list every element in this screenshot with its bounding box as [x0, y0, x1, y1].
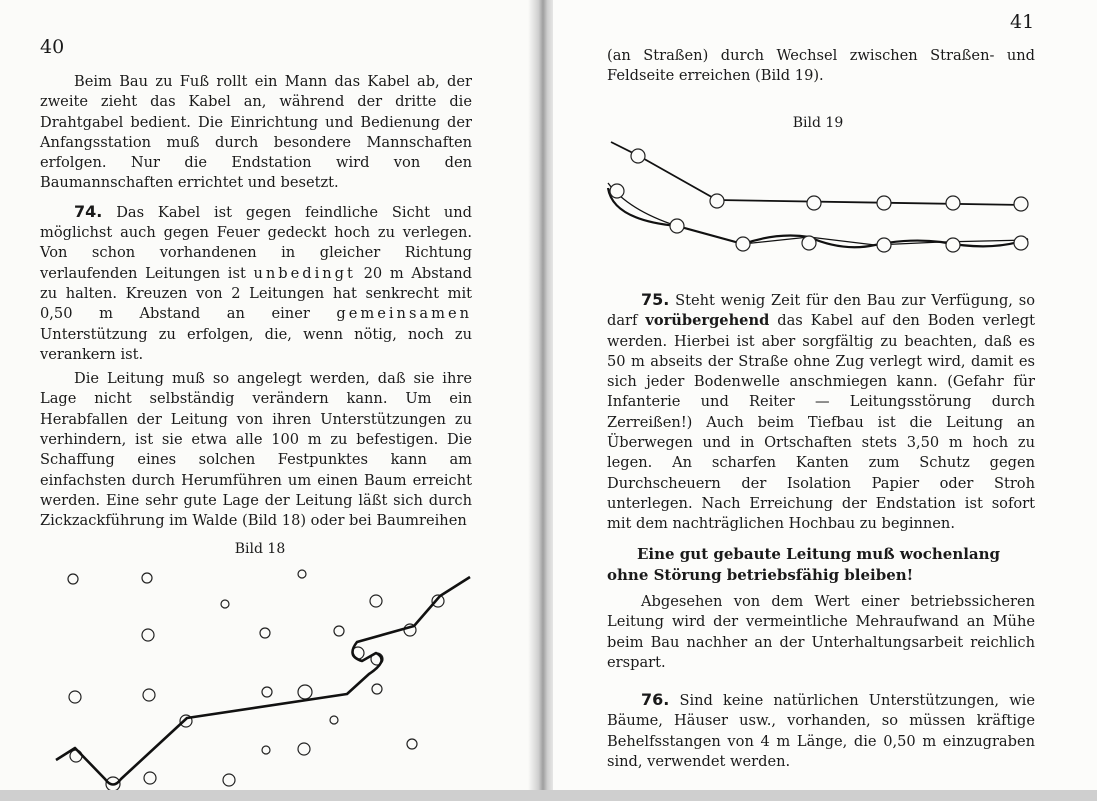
figure-bild-18 [0, 0, 540, 801]
right-page [553, 0, 1097, 801]
paragraph-number: 74. [74, 201, 103, 221]
ground-line [608, 183, 1028, 245]
emphasis-gemeinsamen: gemeinsamen [336, 305, 473, 323]
tree-markers [68, 570, 444, 791]
paragraph-74-text-b: 20 m Abstand zu halten. Kreuzen von 2 Leitungen hat senkrecht mit 0,50 m Abstand an einer [40, 264, 472, 323]
paragraph-74-text-c: Unterstützung zu erfolgen, die, wenn nötig, noch zu verankern ist. [40, 325, 472, 363]
page-number: 40 [40, 36, 65, 58]
paragraph-number: 75. [641, 290, 670, 309]
paragraph-75-text-a: Steht wenig Zeit für den Bau zur Verfügung, so darf [607, 292, 1035, 330]
paragraph-76 [607, 690, 1035, 772]
emphasis-voruebergehend: vorübergehend [645, 312, 770, 330]
paragraph-number: 76. [641, 690, 670, 709]
paragraph-abgesehen-text: Abgesehen von dem Wert einer betriebssicheren Leitung wird der vermeintliche Mehraufwand an Mühe beim Bau nachher an der Unterhaltungsarbeit reichlich erspart. [607, 593, 1035, 671]
paragraph-leitung: Die Leitung muß so angelegt werden, daß sie ihre Lage nicht selbständig verändern kann. Um ein Herabfallen der Leitung von ihren Unterstützungen zu verhindern, ist sie etwa alle 100 m zu befestigen. Die Schaffung eines solchen Festpunktes kann am einfachsten durch Herumführen um einen Baum erreicht werden. Eine sehr gute Lage der Leitung läßt sich durch Zickzackführung im Walde (Bild 18) oder bei Baumreihen [40, 370, 472, 530]
motto: Eine gut gebaute Leitung muß wochenlang ohne Störung betriebsfähig bleiben! [607, 545, 1001, 584]
figure-caption: Bild 19 [792, 115, 844, 131]
paragraph-intro: Beim Bau zu Fuß rollt ein Mann das Kabel ab, der zweite zieht das Kabel an, während der dritte die Drahtgabel bedient. Die Einrichtung und Bedienung der Anfangsstation muß durch besondere Mannschaften erfolgen. Nur die Endstation wird von den Baumannschaften errichtet und besetzt. [40, 73, 472, 192]
paragraph-74-text-a: Das Kabel ist gegen feindliche Sicht und möglichst auch gegen Feuer gedeckt hoch zu verlegen. Von schon vorhandenen in gleicher Richtung verlaufenden Leitungen ist [40, 203, 472, 282]
figure-caption: Bild 18 [234, 541, 286, 557]
paragraph-75 [607, 290, 1035, 535]
paragraph-76-text: Sind keine natürlichen Unterstützungen, wie Bäume, Häuser usw., vorhanden, so müssen kräftige Behelfsstangen von 4 m Länge, die 0,50 m einzugraben sind, verwendet werden. [607, 692, 1035, 770]
paragraph-continued: (an Straßen) durch Wechsel zwischen Straßen- und Feldseite erreichen (Bild 19). [607, 47, 1035, 85]
pole-markers [610, 149, 1028, 252]
left-page [0, 0, 540, 801]
road-line [611, 142, 1023, 205]
paragraph-75-text-b: das Kabel auf den Boden verlegt werden. Hierbei ist aber sorgfältig zu beachten, daß es 50 m abseits der Straße ohne Zug verlegt wird, damit es sich jeder Bodenwelle anschmiegen kann. (Gefahr für Infanterie und Reiter — Leitungsstörung durch Zerreißen!) Auch beim Tiefbau ist die Leitung an Überwegen und in Ortschaften stets 3,50 m hoch zu legen. An scharfen Kanten zum Schutz gegen Durchscheuern der Isolation Papier oder Stroh unterlegen. Nach Erreichung der Endstation ist sofort mit dem nachträglichen Hochbau zu beginnen. [607, 312, 1035, 533]
scan-edge [0, 790, 1097, 801]
page-number: 41 [1010, 11, 1035, 33]
emphasis-unbedingt: unbedingt [253, 264, 356, 282]
paragraph-abgesehen [607, 592, 1035, 673]
